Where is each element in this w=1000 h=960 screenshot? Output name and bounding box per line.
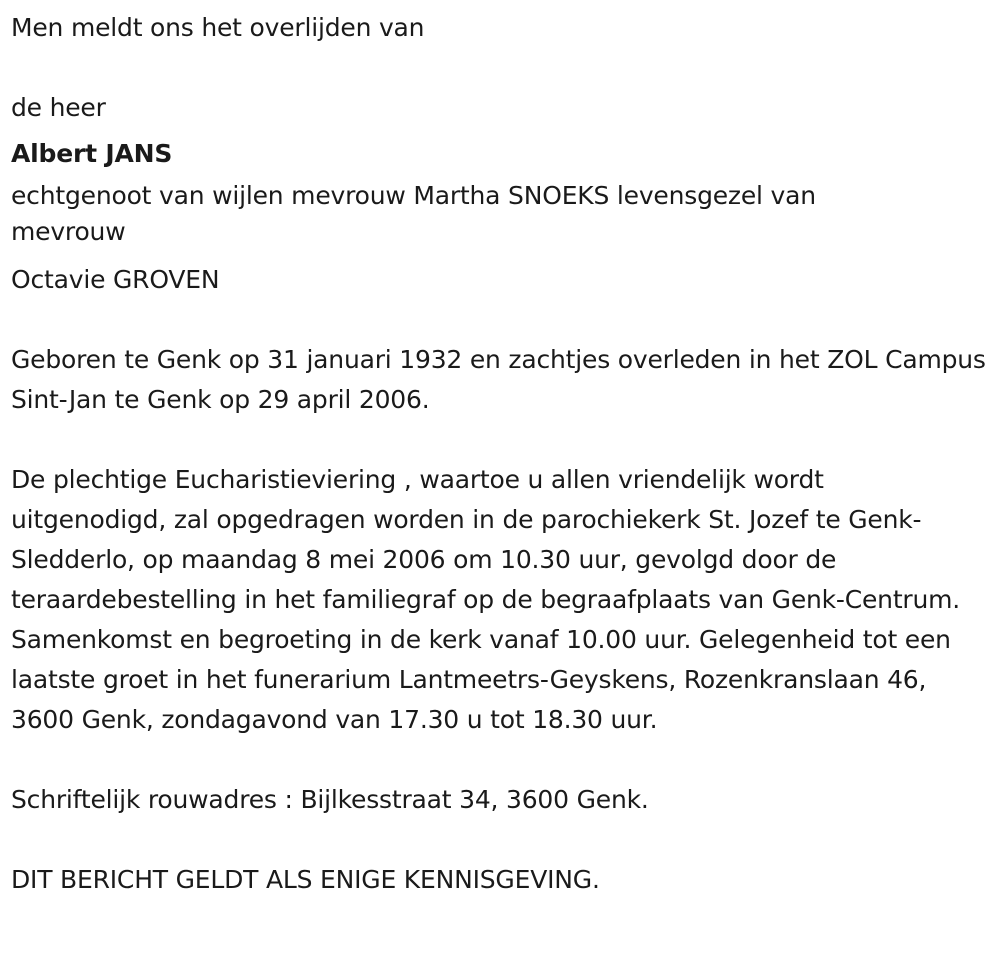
deceased-name: Albert JANS (11, 139, 173, 168)
relation-text-line-1: echtgenoot van wijlen mevrouw Martha SNOEKS levensgezel van (11, 181, 816, 210)
title-text: de heer (11, 93, 106, 122)
intro-text: Men meldt ons het overlijden van (11, 13, 425, 42)
mourning-address: Schriftelijk rouwadres : Bijlkesstraat 34, 3600 Genk. (11, 785, 649, 814)
birth-death-paragraph: Geboren te Genk op 31 januari 1932 en zachtjes overleden in het ZOL Campus Sint-Jan te Genk op 29 april 2006. (11, 345, 986, 414)
relation-text-line-2: mevrouw (11, 217, 126, 246)
death-notice (11, 8, 986, 900)
ceremony-paragraph: De plechtige Eucharistieviering , waartoe u allen vriendelijk wordt uitgenodigd, zal opgedragen worden in de parochiekerk St. Jozef te Genk-Sledderlo, op maandag 8 mei 2006 om 10.30 uur, gevolgd door de teraardebestelling in het familiegraf op de begraafplaats van Genk-Centrum. Samenkomst en begroeting in de kerk vanaf 10.00 uur. Gelegenheid tot een laatste groet in het funerarium Lantmeetrs-Geyskens, Rozenkranslaan 46, 3600 Genk, zondagavond van 17.30 u tot 18.30 uur. (11, 465, 961, 734)
closing-statement: DIT BERICHT GELDT ALS ENIGE KENNISGEVING. (11, 865, 600, 894)
partner-name: Octavie GROVEN (11, 265, 220, 294)
